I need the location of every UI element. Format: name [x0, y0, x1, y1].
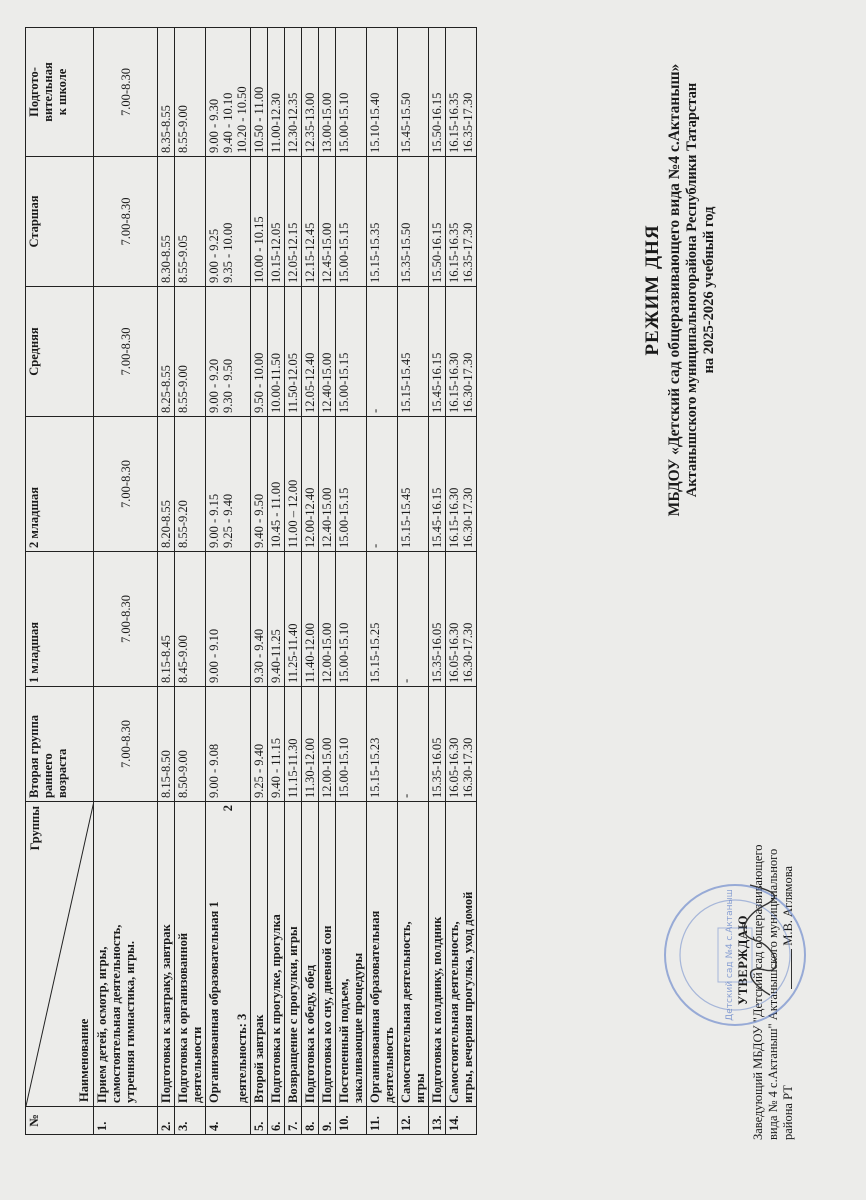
time-line: 9.35 - 10.00: [221, 222, 235, 283]
row-name-line: Подготовка ко сну, дневной сон: [320, 925, 334, 1103]
row-name-line: Прием детей, осмотр, игры,: [95, 946, 109, 1103]
schedule-table: [25, 27, 477, 1135]
row-activity: [319, 802, 336, 1107]
row-number: 9.: [319, 1107, 336, 1135]
row-name-line: деятельность: 3: [235, 1013, 249, 1103]
time-cell: 12.40-15.00: [319, 287, 336, 417]
row-number: 12.: [398, 1107, 429, 1135]
row-number: 3.: [175, 1107, 206, 1135]
row-activity: [429, 802, 446, 1107]
time-cell: 15.00-15.10: [336, 687, 367, 802]
row-number: 4.: [206, 1107, 251, 1135]
time-cell: [446, 552, 477, 687]
row-number: 1.: [94, 1107, 158, 1135]
row-name-line: деятельность: [382, 1027, 396, 1103]
time-line: 16.15-16.35: [447, 92, 461, 153]
row-name-line: Подготовка к завтраку, завтрак: [159, 924, 173, 1103]
time-cell: -: [367, 287, 398, 417]
time-line: 9.00 - 9.08: [207, 743, 221, 798]
time-cell: 11.00-12.30: [268, 28, 285, 157]
time-cell: 10.00 - 10.15: [251, 157, 268, 287]
time-cell: [446, 417, 477, 552]
time-cell: 10.00-11.50: [268, 287, 285, 417]
approval-line-2: вида № 4 с.Актаныш" Актанышского муниципального: [766, 848, 780, 1140]
header-groups-name: [26, 802, 94, 1107]
time-cell: 11.50-12.05: [285, 287, 302, 417]
time-cell: 15.45-15.50: [398, 28, 429, 157]
table-row: [367, 28, 398, 1135]
time-cell: [206, 287, 251, 417]
row-name-line: Подготовка к прогулке, прогулка: [269, 914, 283, 1103]
time-cell: 12.35-13.00: [302, 28, 319, 157]
time-cell: 11.25-11.40: [285, 552, 302, 687]
time-cell: 9.50 - 10.00: [251, 287, 268, 417]
time-cell: [446, 687, 477, 802]
time-line: 9.00 - 9.15: [207, 493, 221, 548]
approval-region: района РТ: [781, 1085, 795, 1140]
row-activity: [206, 802, 251, 1107]
time-cell: -: [398, 687, 429, 802]
time-line: 16.30-17.30: [461, 352, 475, 413]
table-row: [251, 28, 268, 1135]
time-cell: 10.50 - 11.00: [251, 28, 268, 157]
row-name-line: Самостоятельная деятельность,: [399, 921, 413, 1103]
approval-director: М.В. Аглямова: [781, 866, 795, 946]
header-group-early-l2: раннего: [41, 753, 55, 798]
header-group-prep: [26, 28, 94, 157]
time-cell: 10.15-12.05: [268, 157, 285, 287]
approval-heading: УТВЕРЖДАЮ: [736, 915, 750, 1005]
time-cell: 12.00-15.00: [319, 687, 336, 802]
time-cell: 15.15-15.23: [367, 687, 398, 802]
row-name-line: Подготовка к обеду, обед: [303, 964, 317, 1103]
time-cell: 12.00-12.40: [302, 417, 319, 552]
time-cell: 15.00-15.10: [336, 552, 367, 687]
time-cell: 8.35-8.55: [158, 28, 175, 157]
row-activity: [446, 802, 477, 1107]
time-cell: 15.35-16.05: [429, 687, 446, 802]
row-activity: [336, 802, 367, 1107]
time-line: 16.15-16.35: [447, 222, 461, 283]
time-cell: [446, 287, 477, 417]
time-cell: 11.15-11.30: [285, 687, 302, 802]
title-year: на 2025-2026 учебный год: [701, 206, 717, 374]
row-activity: [251, 802, 268, 1107]
row-number: 10.: [336, 1107, 367, 1135]
row-name-line: Подготовка к организованной: [176, 932, 190, 1103]
row-number: 13.: [429, 1107, 446, 1135]
time-cell: 12.05-12.15: [285, 157, 302, 287]
time-cell: 8.55-9.05: [175, 157, 206, 287]
header-name: Наименование: [77, 1018, 91, 1102]
time-cell: 7.00-8.30: [94, 28, 158, 157]
row-number: 7.: [285, 1107, 302, 1135]
time-cell: 8.55-9.00: [175, 287, 206, 417]
time-cell: [446, 28, 477, 157]
approval-line-1: Заведующий МБДОУ "Детский сад общеразвивающего: [751, 844, 765, 1140]
time-line: 10.20 - 10.50: [235, 86, 249, 153]
time-cell: 15.00-15.15: [336, 157, 367, 287]
time-line: 16.15-16.30: [447, 352, 461, 413]
title-district: Актанышского муниципальногорайона Республики Татарстан: [684, 82, 700, 498]
row-name-line: игры: [413, 1073, 427, 1103]
time-cell: 8.50-9.00: [175, 687, 206, 802]
time-line: 16.30-17.30: [461, 622, 475, 683]
time-line: 9.00 - 9.20: [207, 358, 221, 413]
time-cell: [446, 157, 477, 287]
time-cell: 15.00-15.15: [336, 417, 367, 552]
time-line: 16.15-16.30: [447, 487, 461, 548]
time-cell: -: [367, 417, 398, 552]
header-group-early-l3: возраста: [55, 748, 69, 798]
row-number: 8.: [302, 1107, 319, 1135]
time-cell: 15.50-16.15: [429, 28, 446, 157]
time-cell: 11.00 – 12.00: [285, 417, 302, 552]
time-cell: 15.15-15.45: [398, 287, 429, 417]
time-cell: 7.00-8.30: [94, 417, 158, 552]
time-cell: 8.15-8.50: [158, 687, 175, 802]
table-row: [319, 28, 336, 1135]
time-cell: 10.45 - 11.00: [268, 417, 285, 552]
row-name-line: утренняя гимнастика, игры.: [123, 940, 137, 1103]
time-cell: 9.30 - 9.40: [251, 552, 268, 687]
time-line: 16.05-16.30: [447, 622, 461, 683]
time-line: 9.00 - 9.30: [207, 98, 221, 153]
signature-scribble: [740, 880, 780, 1000]
time-cell: [206, 157, 251, 287]
table-row: [158, 28, 175, 1135]
table-row: [429, 28, 446, 1135]
header-group-junior1: 1 младшая: [26, 552, 94, 687]
time-cell: 8.55-9.00: [175, 28, 206, 157]
row-number: 5.: [251, 1107, 268, 1135]
row-name-line: закаливающие процедуры: [351, 952, 365, 1103]
table-row: [302, 28, 319, 1135]
row-number: 2.: [158, 1107, 175, 1135]
time-cell: 9.40 - 9.50: [251, 417, 268, 552]
time-cell: 11.40-12.00: [302, 552, 319, 687]
row-activity: [175, 802, 206, 1107]
row-activity: [398, 802, 429, 1107]
time-cell: 15.35-16.05: [429, 552, 446, 687]
table-header-row: [26, 28, 94, 1135]
time-cell: 12.40-15.00: [319, 417, 336, 552]
header-group-prep-l1: Подгото-: [27, 67, 41, 117]
stamp-text: Детский сад №4 с.Актаныш: [725, 889, 735, 1021]
table-row: [285, 28, 302, 1135]
time-cell: 13.00-15.00: [319, 28, 336, 157]
time-cell: 8.30-8.55: [158, 157, 175, 287]
row-name-line: деятельности: [190, 1026, 204, 1103]
time-cell: 11.30-12.00: [302, 687, 319, 802]
time-cell: 12.00-15.00: [319, 552, 336, 687]
time-cell: 15.45-16.15: [429, 417, 446, 552]
header-group-prep-l2: вительная: [41, 62, 55, 122]
table-row: [94, 28, 158, 1135]
document-title: [642, 0, 718, 580]
time-cell: [206, 417, 251, 552]
time-line: 9.00 - 9.10: [207, 628, 221, 683]
time-cell: 15.15-15.35: [367, 157, 398, 287]
time-cell: 15.45-16.15: [429, 287, 446, 417]
table-row: [268, 28, 285, 1135]
row-activity: [158, 802, 175, 1107]
time-cell: 7.00-8.30: [94, 552, 158, 687]
round-stamp: [660, 880, 810, 1030]
time-cell: 15.10-15.40: [367, 28, 398, 157]
time-line: 9.40 - 10.10: [221, 92, 235, 153]
table-row: [446, 28, 477, 1135]
time-line: 9.00 - 9.25: [207, 228, 221, 283]
title-institution: МБДОУ «Детский сад общеразвивающего вида №4 с.Актаныш»: [666, 63, 683, 517]
time-cell: [206, 28, 251, 157]
time-cell: 8.20-8.55: [158, 417, 175, 552]
time-cell: 7.00-8.30: [94, 157, 158, 287]
table-row: [336, 28, 367, 1135]
header-group-junior2: 2 младшая: [26, 417, 94, 552]
time-cell: 8.15-8.45: [158, 552, 175, 687]
time-cell: 9.40 - 11.15: [268, 687, 285, 802]
row-activity: [367, 802, 398, 1107]
row-name-line: самостоятельная деятельность,: [109, 924, 123, 1103]
row-activity: [94, 802, 158, 1107]
time-cell: 15.50-16.15: [429, 157, 446, 287]
time-line: 16.30-17.30: [461, 487, 475, 548]
time-cell: 8.45-9.00: [175, 552, 206, 687]
row-number: 11.: [367, 1107, 398, 1135]
time-cell: 8.55-9.20: [175, 417, 206, 552]
time-cell: 15.00-15.15: [336, 287, 367, 417]
row-name-line: игры, вечерняя прогулка, уход домой: [461, 891, 475, 1103]
time-cell: -: [398, 552, 429, 687]
time-cell: 8.25-8.55: [158, 287, 175, 417]
title-main: РЕЖИМ ДНЯ: [642, 224, 663, 356]
row-name-line: Организованная образовательная 1: [207, 901, 221, 1103]
row-number: 6.: [268, 1107, 285, 1135]
row-activity: [285, 802, 302, 1107]
header-group-early-l1: Вторая группа: [27, 714, 41, 798]
time-cell: 12.45-15.00: [319, 157, 336, 287]
row-name-line: Второй завтрак: [252, 1014, 266, 1103]
time-cell: 9.25 - 9.40: [251, 687, 268, 802]
row-activity: [302, 802, 319, 1107]
time-line: 16.05-16.30: [447, 737, 461, 798]
time-line: 9.30 - 9.50: [221, 358, 235, 413]
time-cell: 15.00-15.10: [336, 28, 367, 157]
row-number: 14.: [446, 1107, 477, 1135]
row-name-line: Постепенный подъем,: [337, 978, 351, 1103]
header-groups: Группы: [28, 806, 42, 851]
time-line: 9.25 - 9.40: [221, 493, 235, 548]
table-row: [206, 28, 251, 1135]
header-group-middle: Средняя: [26, 287, 94, 417]
header-group-early: [26, 687, 94, 802]
header-group-senior: Старшая: [26, 157, 94, 287]
time-cell: 15.35-15.50: [398, 157, 429, 287]
row-name-line: Подготовка к полднику, полдник: [430, 916, 444, 1103]
time-line: 16.35-17.30: [461, 222, 475, 283]
time-line: 16.30-17.30: [461, 737, 475, 798]
row-name-line: Возвращение с прогулки, игры: [286, 926, 300, 1103]
time-line: 16.35-17.30: [461, 92, 475, 153]
time-cell: [206, 552, 251, 687]
table-row: [398, 28, 429, 1135]
time-cell: [206, 687, 251, 802]
time-cell: 12.30-12.35: [285, 28, 302, 157]
time-cell: 7.00-8.30: [94, 287, 158, 417]
row-name-line: Организованная образовательная: [368, 910, 382, 1103]
time-cell: 15.15-15.45: [398, 417, 429, 552]
time-cell: 9.40-11.25: [268, 552, 285, 687]
header-group-prep-l3: к школе: [55, 68, 69, 116]
time-cell: 12.15-12.45: [302, 157, 319, 287]
time-cell: 7.00-8.30: [94, 687, 158, 802]
time-cell: 12.05-12.40: [302, 287, 319, 417]
row-activity: [268, 802, 285, 1107]
header-num: №: [26, 1107, 94, 1135]
table-row: [175, 28, 206, 1135]
row-name-line: 2: [221, 805, 235, 812]
time-cell: 15.15-15.25: [367, 552, 398, 687]
row-name-line: Самостоятельная деятельность,: [447, 921, 461, 1103]
